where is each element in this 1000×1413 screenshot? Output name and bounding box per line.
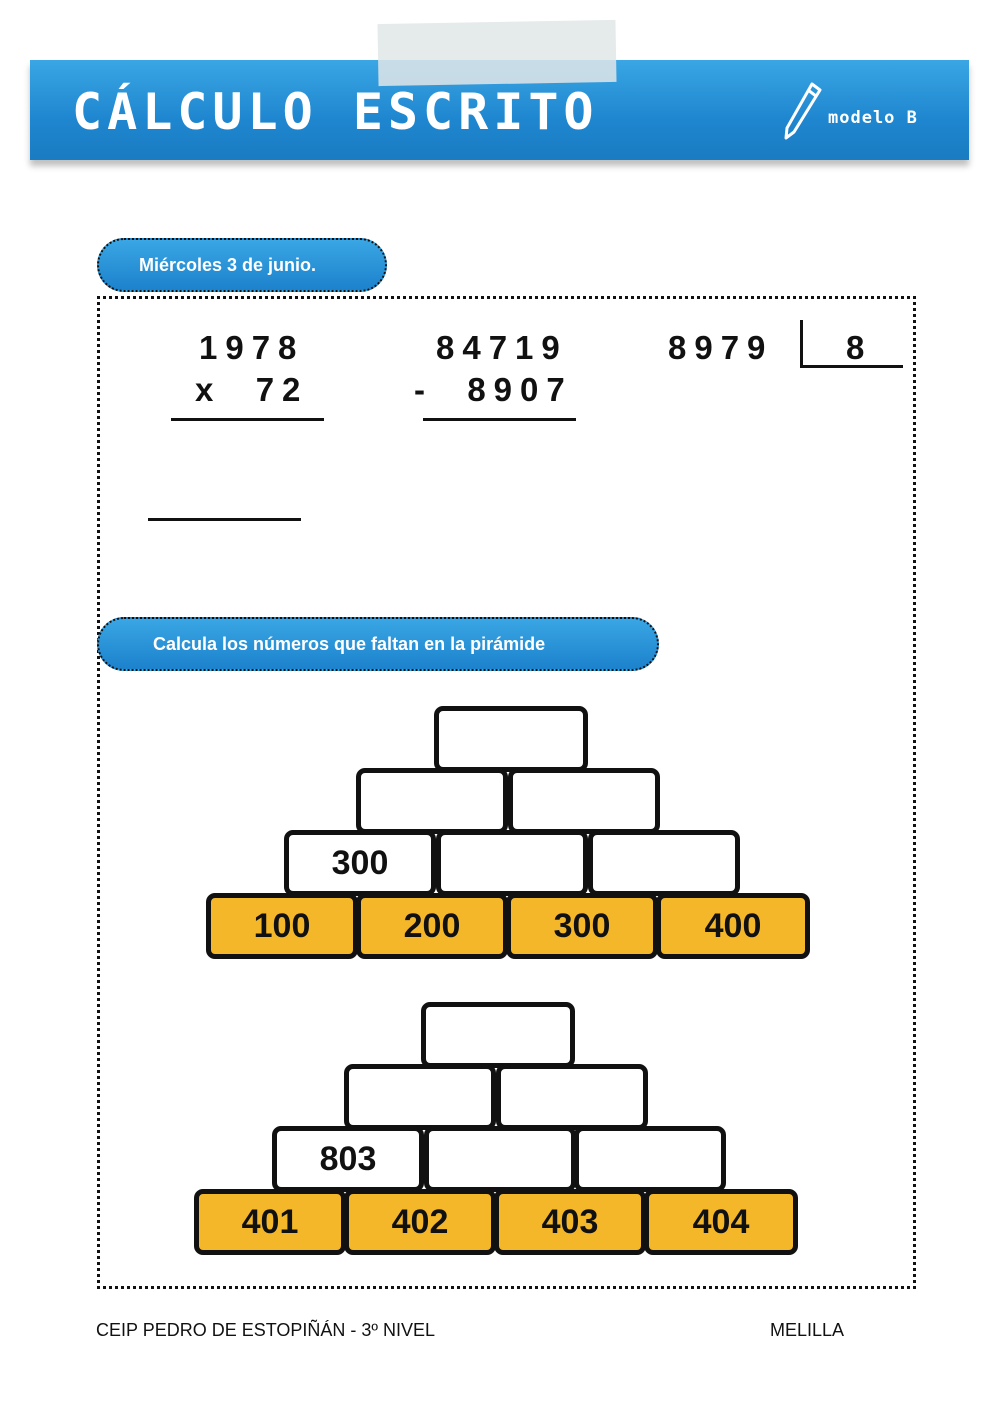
pyramid2-row3-brick[interactable]: [344, 1064, 496, 1130]
pyramid1-row2-brick: 300: [284, 830, 436, 896]
sub-bottom-number: - 8907: [414, 371, 573, 408]
footer-city: MELILLA: [770, 1320, 845, 1340]
pyramid2-row2-brick[interactable]: [574, 1126, 726, 1192]
mult-answer-rule: [148, 518, 301, 521]
pyramid2-base-brick: 401: [194, 1189, 346, 1255]
pyramid2-top-brick[interactable]: [421, 1002, 575, 1068]
pyramid-instruction-text: Calcula los números que faltan en la pirámide: [153, 633, 546, 654]
date-label-text: Miércoles 3 de junio.: [139, 254, 317, 275]
mult-bottom-number: x 72: [195, 371, 309, 408]
pyramid1-row2-brick[interactable]: [588, 830, 740, 896]
mult-rule: [171, 418, 324, 421]
sub-top-number: 84719: [436, 329, 568, 366]
footer-school: CEIP PEDRO DE ESTOPIÑÁN - 3º NIVEL: [96, 1320, 436, 1340]
div-bracket-vertical: [800, 320, 803, 368]
pyramid1-base-brick: 100: [206, 893, 358, 959]
pencil-icon: [782, 82, 822, 140]
pyramid1-base-brick: 400: [656, 893, 810, 959]
page-title: CÁLCULO ESCRITO: [72, 83, 599, 141]
pyramid1-top-brick[interactable]: [434, 706, 588, 772]
pyramid2-base-brick: 404: [644, 1189, 798, 1255]
header-subtitle: modelo B: [828, 108, 918, 128]
pyramid2-base-brick: 403: [494, 1189, 646, 1255]
div-dividend: 8979: [668, 329, 774, 366]
pyramid-instruction: [97, 617, 659, 671]
date-label: [97, 238, 387, 292]
pyramid1-row3-brick[interactable]: [356, 768, 508, 834]
mult-top-number: 1978: [199, 329, 305, 366]
pyramid1-row3-brick[interactable]: [508, 768, 660, 834]
pyramid2-row3-brick[interactable]: [496, 1064, 648, 1130]
div-divisor: 8: [846, 329, 873, 366]
pyramid2-row2-brick: 803: [272, 1126, 424, 1192]
pyramid2-row2-brick[interactable]: [424, 1126, 576, 1192]
pyramid1-base-brick: 300: [506, 893, 658, 959]
tape-decoration: [377, 20, 616, 86]
sub-rule: [423, 418, 576, 421]
pyramid1-base-brick: 200: [356, 893, 508, 959]
pyramid1-row2-brick[interactable]: [436, 830, 588, 896]
pyramid2-base-brick: 402: [344, 1189, 496, 1255]
